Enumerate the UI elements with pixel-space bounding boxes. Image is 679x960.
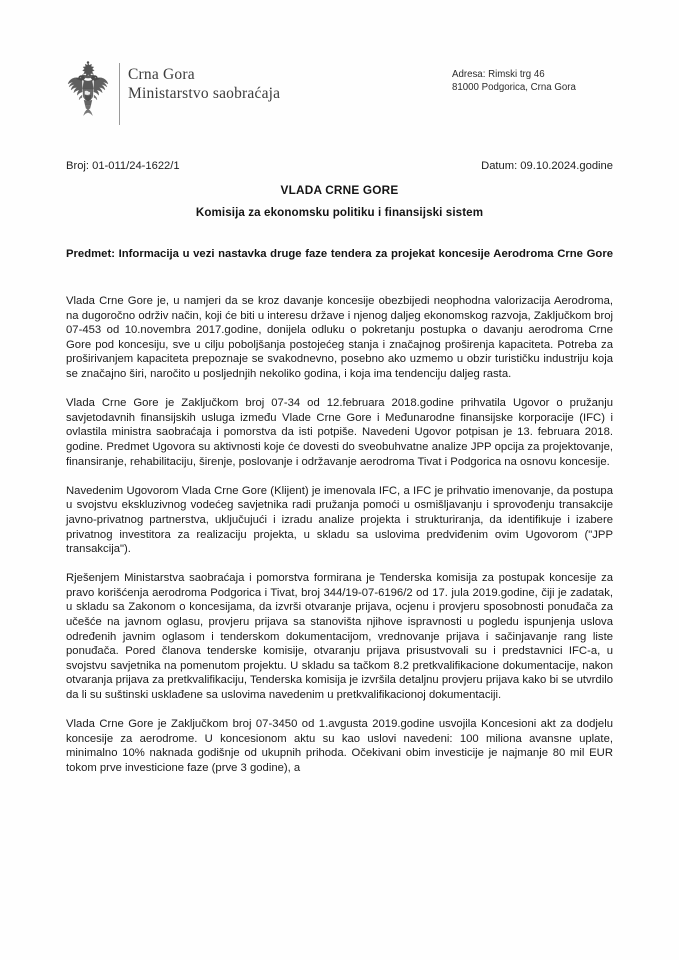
body-paragraph: Vlada Crne Gore je Zaključkom broj 07-3450 od 1.avgusta 2019.godine usvojila Koncesioni akt za dodjelu koncesije za aerodrome. U koncesionom aktu su kao uslovi navedeni: 100 miliona avansne uplate, minimalno 10% naknada godišnje od ukupnih prihoda. Očekivani obim investicije je najmanje 80 mil EUR tokom prve investicione faze (prve 3 godine), a bbox=[66, 718, 613, 774]
address-line-2: 81000 Podgorica, Crna Gora bbox=[452, 81, 576, 93]
country-name: Crna Gora bbox=[128, 66, 195, 83]
ministry-name: Ministarstvo saobraćaja bbox=[128, 85, 281, 102]
document-date: Datum: 09.10.2024.godine bbox=[481, 160, 613, 172]
page-title: VLADA CRNE GORE bbox=[280, 183, 399, 197]
ministry-identity bbox=[128, 65, 280, 103]
address-line-1: Adresa: Rimski trg 46 bbox=[452, 69, 545, 80]
letterhead-divider bbox=[119, 63, 120, 125]
document-number: Broj: 01-011/24-1622/1 bbox=[66, 160, 180, 172]
body-paragraph: Vlada Crne Gore je, u namjeri da se kroz davanje koncesije obezbijedi neophodna valorizacija Aerodroma, na dugoročno održiv način, koji će biti u interesu države i njenog daljeg ekonomskog razvoja, Zaključkom broj 07-453 od 10.novembra 2017.godine, donijela odluku o pokretanju postupka o davanju aerodroma Crne Gore pod koncesiju, sve u cilju poboljšanja postojećeg stanja i značajnog proširenja kapaciteta. Potreba za proširivanjem kapaciteta prepoznaje se svakodnevno, posebno ako uzmemo u obzir turističku industriju koja se značajno širi, naročito u posljednjih nekoliko godina, i koja ima tendenciju daljeg rasta. bbox=[66, 295, 613, 380]
body-paragraph: Vlada Crne Gore je Zaključkom broj 07-34 od 12.februara 2018.godine prihvatila Ugovor o pružanju savjetodavnih finansijskih usluga između Vlade Crne Gore i Međunarodne finansijske korporacije (IFC) i ovlastila ministra saobraćaja i pomorstva da isti potpiše. Navedeni Ugovor potpisan je 13. februara 2018. godine. Predmet Ugovora su aktivnosti koje će dovesti do sveobuhvatne analize JPP opcija za projektovanje, finansiranje, rehabilitaciju, širenje, poslovanje i održavanje aerodroma Tivat i Podgorica na osnovu koncesije. bbox=[66, 397, 613, 468]
montenegro-coat-of-arms-icon bbox=[62, 60, 114, 122]
letterhead bbox=[0, 58, 679, 138]
body-paragraph: Rješenjem Ministarstva saobraćaja i pomorstva formirana je Tenderska komisija za postupak koncesije za pravo korišćenja aerodroma Podgorica i Tivat, broj 344/19-07-6196/2 od 17. jula 2019.godine, čiji je zadatak, u skladu sa Zakonom o koncesijama, da izvrši otvaranje prijava, ocjenu i provjeru sposobnosti ponuđača za učešće na javnom oglasu, provjeru prijava sa stanovišta njihove ispravnosti u pogledu ispunjenja uslova određenih javnim oglasom i tenderskom dokumentacijom, vrednovanje prijava i sačinjavanje rang liste ponuđača. Pored članova tenderske komisije, otvaranju prijava prisustvovali su i predstavnici IFC-a, u svojstvu savjetnika na pomenutom projektu. U skladu sa tačkom 8.2 pretkvalifikacione dokumentacije, nakon otvaranja prijava za pretkvalifikaciju, Tenderska komisija je izvršila detaljnu provjeru prijava kako bi se utvrdilo da li su suštinski usklađene sa uslovima navedenim u pretkvalifikacionoj dokumentaciji. bbox=[66, 572, 613, 702]
document-meta-row bbox=[66, 160, 613, 174]
document-body bbox=[66, 294, 613, 776]
page-subtitle: Komisija za ekonomsku politiku i finansijski sistem bbox=[195, 206, 484, 219]
subject-line: Predmet: Informacija u vezi nastavka druge faze tendera za projekat koncesije Aerodroma Crne Gore bbox=[66, 248, 613, 260]
body-paragraph: Navedenim Ugovorom Vlada Crne Gore (Klijent) je imenovala IFC, a IFC je prihvatio imenovanje, da postupa u svojstvu ekskluzivnog vodećeg savjetnika radi pružanja pomoći u osmišljavanju i sprovođenju transakcije javno-privatnog partnerstva, uključujući i izradu analize projekta i strukturiranja, da identifikuje i izabere privatnog investitora za realizaciju projekta, u skladu sa uslovima predviđenim ovim Ugovorom ("JPP transakcija"). bbox=[66, 484, 613, 556]
address-block bbox=[452, 69, 576, 94]
